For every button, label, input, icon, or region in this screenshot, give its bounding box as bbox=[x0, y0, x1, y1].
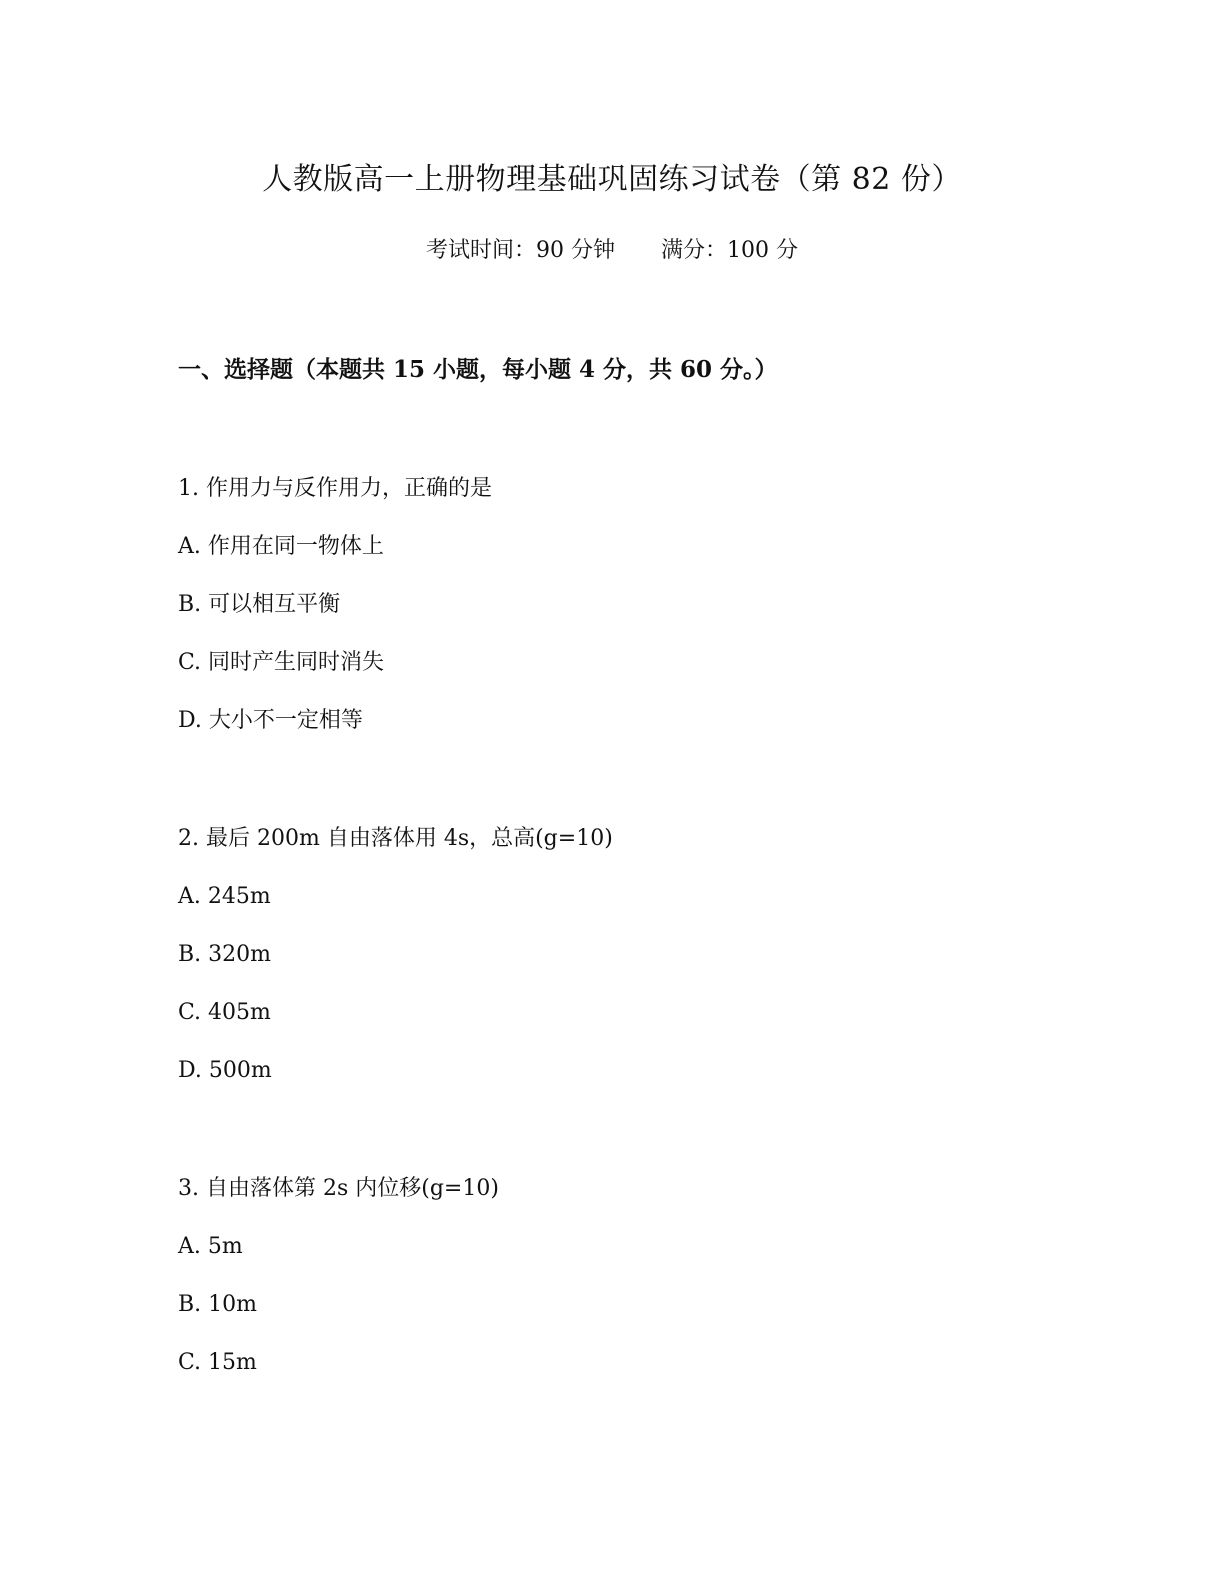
question-option: A. 作用在同一物体上 bbox=[178, 534, 384, 559]
question-stem: 2. 最后 200m 自由落体用 4s，总高(g=10) bbox=[178, 826, 613, 851]
exam-time: 考试时间：90 分钟 bbox=[426, 238, 615, 263]
question-option: B. 320m bbox=[178, 942, 272, 967]
question-option: C. 15m bbox=[178, 1350, 257, 1375]
question-stem: 3. 自由落体第 2s 内位移(g=10) bbox=[178, 1176, 499, 1201]
question-stem: 1. 作用力与反作用力，正确的是 bbox=[178, 476, 492, 501]
question-option: D. 大小不一定相等 bbox=[178, 708, 363, 733]
question-option: C. 405m bbox=[178, 1000, 271, 1025]
question-option: A. 5m bbox=[178, 1234, 243, 1259]
section-heading: 一、选择题（本题共 15 小题，每小题 4 分，共 60 分。） bbox=[178, 356, 778, 383]
question-option: C. 同时产生同时消失 bbox=[178, 650, 385, 675]
question-option: B. 可以相互平衡 bbox=[178, 592, 341, 617]
exam-meta bbox=[0, 236, 1224, 266]
question-option: A. 245m bbox=[178, 884, 271, 909]
question-option: D. 500m bbox=[178, 1058, 272, 1083]
page-title: 人教版高一上册物理基础巩固练习试卷（第 82 份） bbox=[262, 162, 962, 197]
question-option: B. 10m bbox=[178, 1292, 258, 1317]
exam-score: 满分：100 分 bbox=[661, 238, 798, 263]
